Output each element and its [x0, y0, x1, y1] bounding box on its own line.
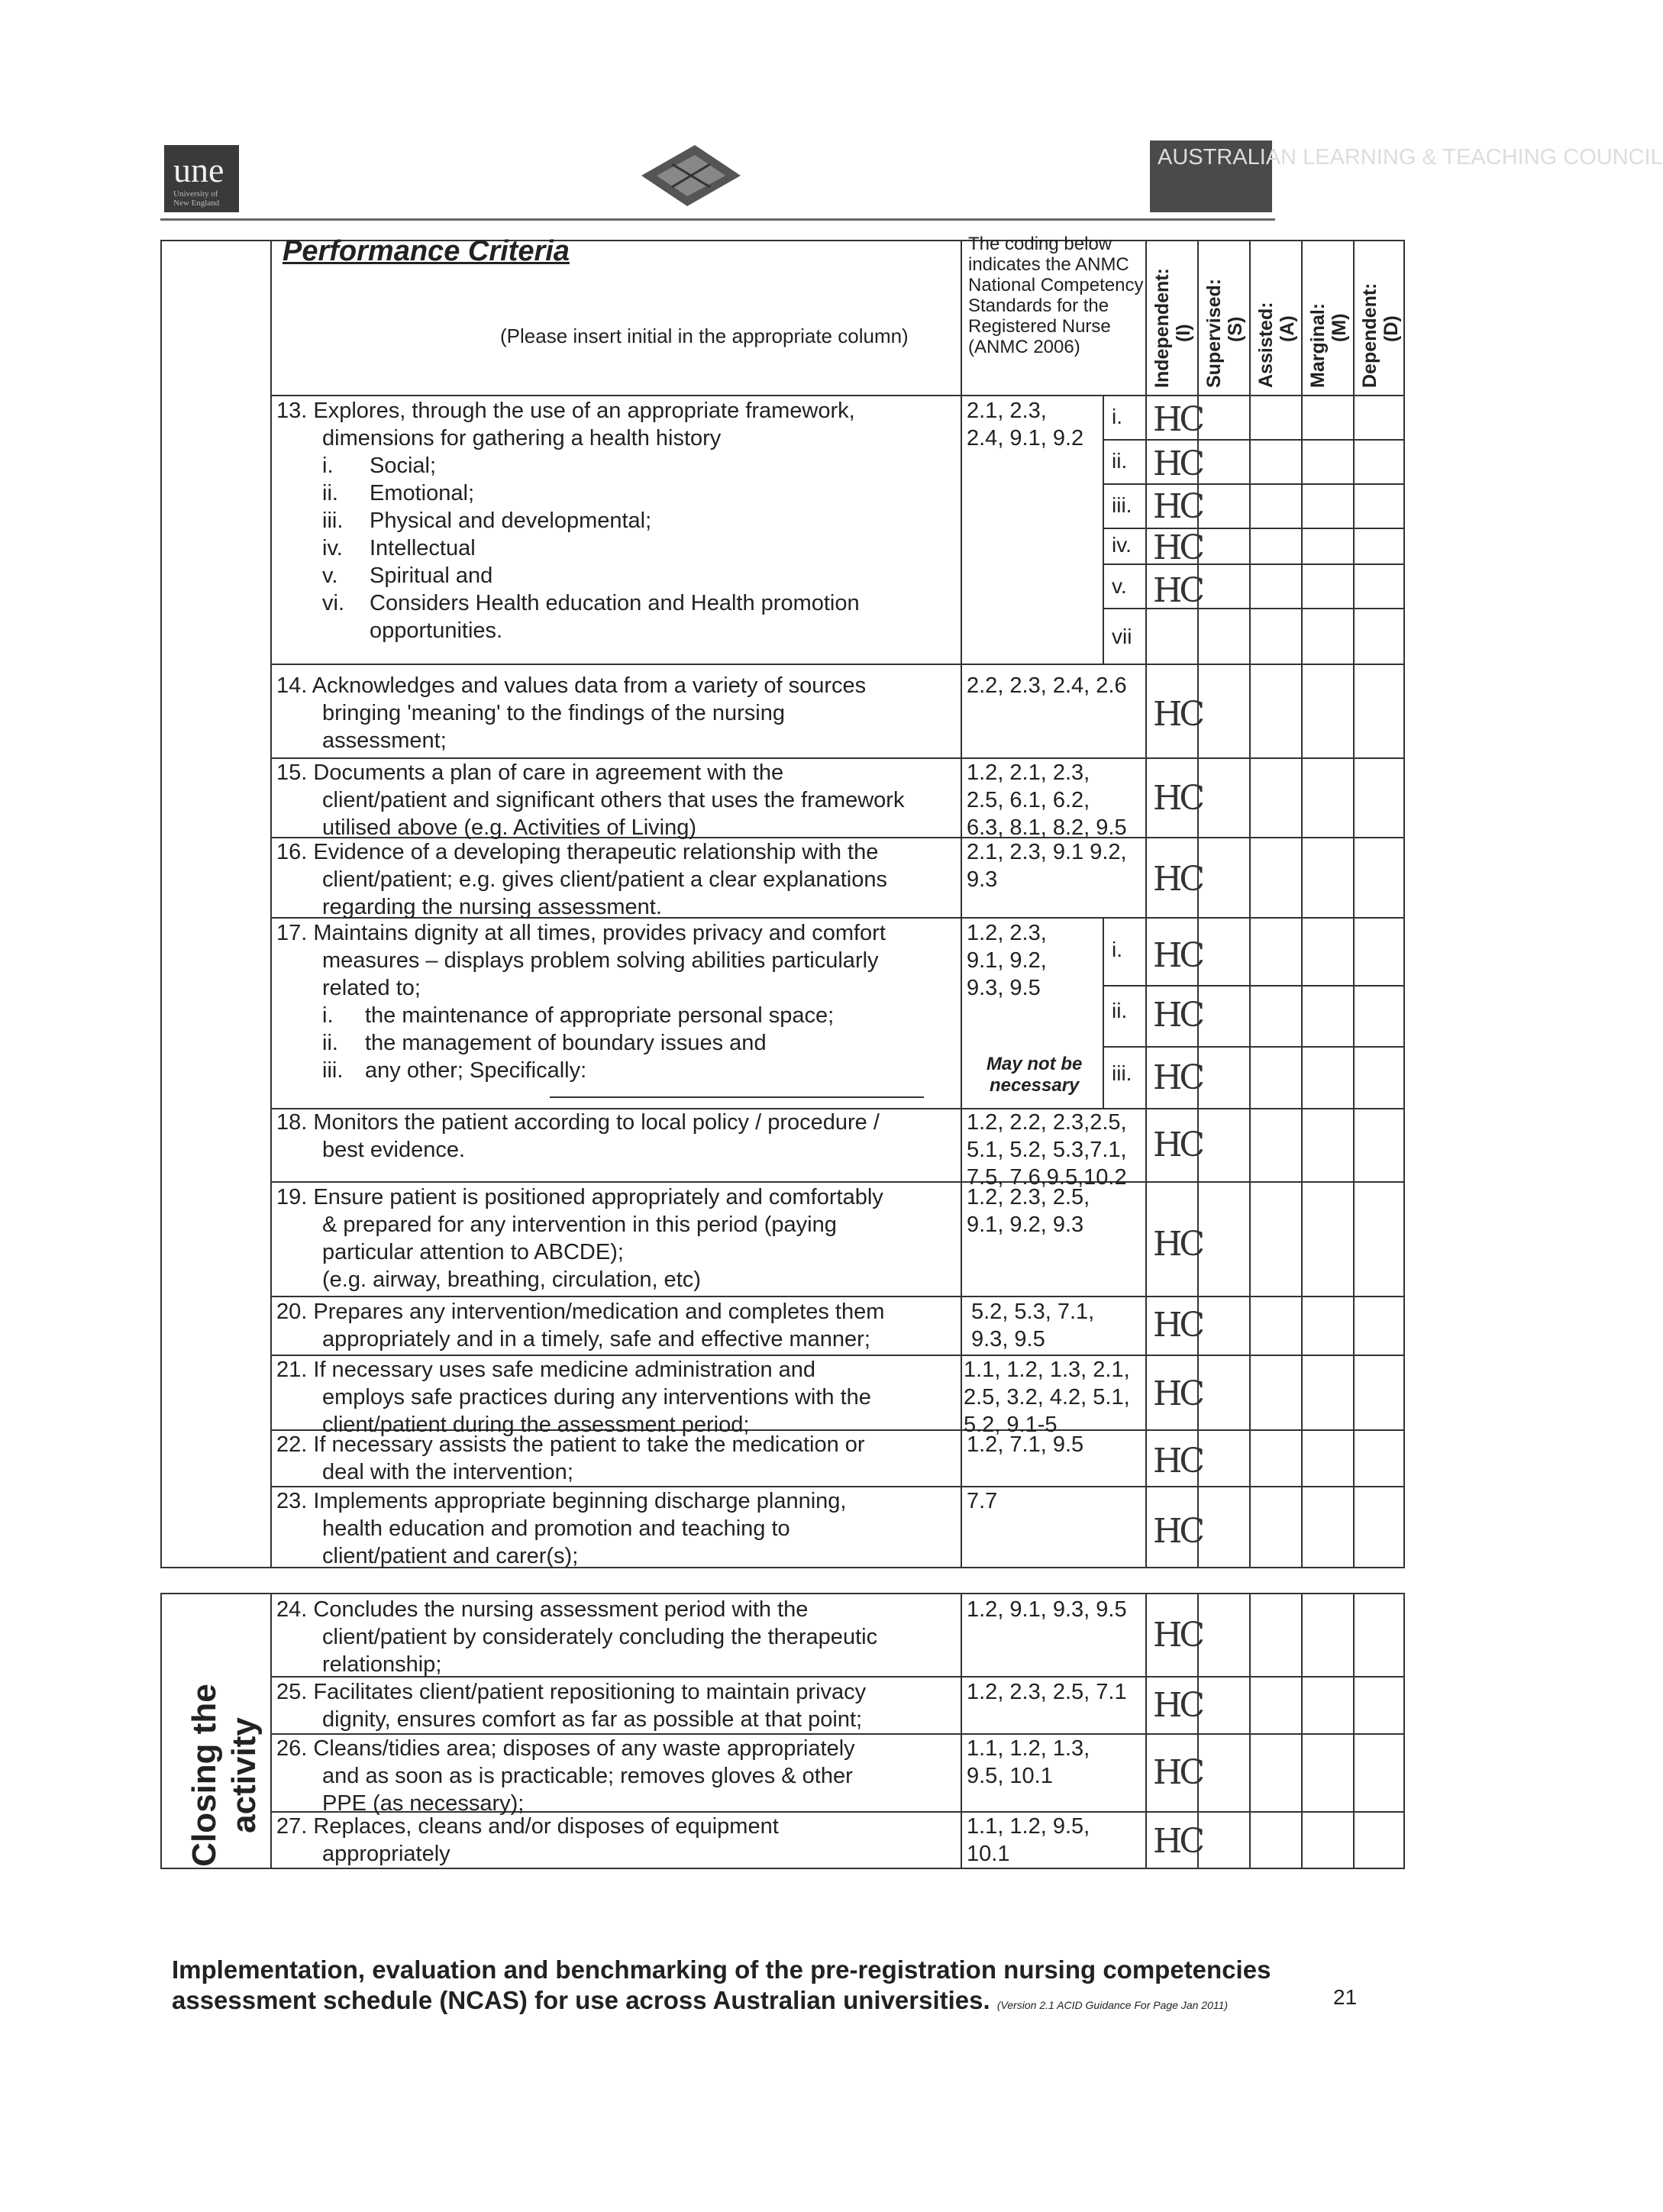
sub-label: v. [1112, 574, 1127, 598]
sub-label: ii. [1112, 449, 1128, 473]
coding-note: The coding below indicates the ANMC National Competency Standards for the Registered Nurse (ANMC 2006) [968, 234, 1144, 357]
criterion-14: 14. Acknowledges and values data from a variety of sources bringing 'meaning' to the findings of the nursing assessment; [276, 673, 867, 753]
sub-label: vii [1112, 625, 1132, 648]
initial-mark: HC [1153, 571, 1203, 610]
initial-mark: HC [1153, 779, 1203, 818]
criterion-21: 21. If necessary uses safe medicine administration and employs safe practices during any interventions with the client/patient during the assessment period; [276, 1358, 871, 1437]
sub-label: iv. [1112, 533, 1132, 557]
standards-25: 1.2, 2.3, 2.5, 7.1 [967, 1680, 1127, 1704]
table-divider [270, 240, 272, 1568]
criterion-16: 16. Evidence of a developing therapeutic relationship with the client/patient; e.g. gives client/patient a clear explanations regarding the nursing assessment. [276, 840, 887, 919]
table-divider [961, 240, 962, 1568]
header-rule [160, 218, 1275, 221]
initial-mark: HC [1153, 1753, 1203, 1792]
footer-line-2: assessment schedule (NCAS) for use across Australian universities. [172, 1986, 990, 2014]
row-line [270, 664, 1405, 665]
initial-mark: HC [1153, 1306, 1203, 1345]
table-divider [270, 1593, 272, 1869]
criterion-20: 20. Prepares any intervention/medication and completes them appropriately and in a timely, safe and effective manner; [276, 1300, 885, 1351]
page-number: 21 [1333, 1985, 1358, 2009]
standards-26: 1.1, 1.2, 1.3, 9.5, 10.1 [967, 1736, 1090, 1788]
row-line [270, 395, 1405, 396]
initial-mark: HC [1153, 1822, 1203, 1861]
initial-mark: HC [1153, 444, 1203, 483]
initial-mark: HC [1153, 1686, 1203, 1725]
standards-24: 1.2, 9.1, 9.3, 9.5 [967, 1597, 1127, 1622]
sub-label: i. [1112, 938, 1122, 961]
sublabel-divider [1103, 395, 1104, 664]
standards-23: 7.7 [967, 1489, 998, 1513]
footer-version: (Version 2.1 ACID Guidance For Page Jan 2011) [996, 1999, 1229, 2011]
standards-16: 2.1, 2.3, 9.1 9.2, 9.3 [967, 840, 1127, 892]
criterion-25: 25. Facilitates client/patient repositioning to maintain privacy dignity, ensures comfort as far as possible at that point; [276, 1680, 867, 1732]
initial-mark: HC [1153, 860, 1203, 899]
column-header-dependent: Dependent: (D) [1359, 283, 1402, 388]
column-header-marginal: Marginal: (M) [1307, 302, 1350, 388]
initial-mark: HC [1153, 1058, 1203, 1097]
initial-mark: HC [1153, 487, 1203, 526]
criterion-24: 24. Concludes the nursing assessment period with the client/patient by considerately concluding the therapeutic relationship; [276, 1597, 878, 1677]
footer-line-1: Implementation, evaluation and benchmarking of the pre-registration nursing competencies [172, 1955, 1271, 1984]
column-header-independent: Independent: (I) [1151, 268, 1194, 388]
subrow-line [1103, 483, 1405, 485]
may-not-be-necessary-note: May not be necessary [986, 1054, 1083, 1096]
sub-label: i. [1112, 405, 1122, 428]
une-logo [164, 145, 239, 212]
altc-logo [1150, 140, 1663, 212]
subrow-line [1103, 1046, 1405, 1048]
logo-subtext: University of New England [173, 189, 220, 208]
standards-21: 1.1, 1.2, 1.3, 2.1, 2.5, 3.2, 4.2, 5.1, 5.2, 9.1-5 [964, 1358, 1130, 1437]
closing-the-activity-label: Closing the activity [186, 1684, 263, 1867]
initial-mark: HC [1153, 936, 1203, 975]
criterion-17: 17. Maintains dignity at all times, provides privacy and comfort measures – displays problem solving abilities particularly related to; i. the maintenance of appropriate personal space; ii. the management of boundary issues and iii. any other; Specifically: [276, 921, 886, 1083]
initial-mark: HC [1153, 1374, 1203, 1413]
criterion-19: 19. Ensure patient is positioned appropriately and comfortably & prepared for any intervention in this period (paying particular attention to ABCDE); (e.g. airway, breathing, circulation, etc) [276, 1185, 883, 1292]
initial-mark: HC [1153, 400, 1203, 439]
criterion-27: 27. Replaces, cleans and/or disposes of equipment appropriately [276, 1814, 779, 1866]
table-divider [1301, 1593, 1303, 1869]
criterion-13: 13. Explores, through the use of an appropriate framework, dimensions for gathering a health history i. Social; ii. Emotional; iii. Physical and developmental; iv. Intellectual v. Spiritual and vi. Considers Health education and Health promotion opportunities. [276, 399, 860, 643]
standards-20: 5.2, 5.3, 7.1, 9.3, 9.5 [971, 1300, 1095, 1351]
row-line [270, 1181, 1405, 1183]
column-header-supervised: Supervised: (S) [1203, 278, 1246, 388]
initial-mark: HC [1153, 1442, 1203, 1481]
standards-22: 1.2, 7.1, 9.5 [967, 1432, 1084, 1457]
column-header-assisted: Assisted: (A) [1255, 302, 1298, 388]
criterion-15: 15. Documents a plan of care in agreement with the client/patient and significant others that uses the framework utilised above (e.g. Activities of Living) [276, 760, 905, 840]
table-divider [1249, 1593, 1251, 1869]
initial-mark: HC [1153, 1225, 1203, 1264]
sublabel-divider [1103, 917, 1104, 1108]
subrow-line [1103, 528, 1405, 529]
standards-27: 1.1, 1.2, 9.5, 10.1 [967, 1814, 1090, 1866]
table-divider [1353, 1593, 1355, 1869]
subrow-line [1103, 985, 1405, 987]
initial-mark: HC [1153, 996, 1203, 1035]
initial-mark: HC [1153, 1125, 1203, 1164]
sub-label: iii. [1112, 1061, 1132, 1085]
row-line [270, 1296, 1405, 1297]
performance-criteria-title: Performance Criteria [283, 235, 570, 267]
sub-label: ii. [1112, 999, 1128, 1022]
altc-logo-text: AUSTRALIAN LEARNING & TEACHING COUNCIL [1158, 145, 1663, 170]
criterion-26: 26. Cleans/tidies area; disposes of any waste appropriately and as soon as is practicable; removes gloves & other PPE (as necessary); [276, 1736, 855, 1816]
subrow-line [1103, 608, 1405, 609]
criterion-18: 18. Monitors the patient according to local policy / procedure / best evidence. [276, 1110, 880, 1162]
initial-mark: HC [1153, 1512, 1203, 1551]
table-divider [961, 1593, 962, 1869]
initial-mark: HC [1153, 1616, 1203, 1655]
diamond-logo-icon [626, 141, 748, 210]
standards-15: 1.2, 2.1, 2.3, 2.5, 6.1, 6.2, 6.3, 8.1, 8.2, 9.5 [967, 760, 1127, 840]
initial-mark: HC [1153, 528, 1203, 567]
standards-13: 2.1, 2.3, 2.4, 9.1, 9.2 [967, 399, 1084, 450]
specify-input-line[interactable] [550, 1096, 924, 1098]
standards-19: 1.2, 2.3, 2.5, 9.1, 9.2, 9.3 [967, 1185, 1090, 1237]
table-divider [1145, 1593, 1147, 1869]
standards-17: 1.2, 2.3, 9.1, 9.2, 9.3, 9.5 [967, 921, 1047, 1000]
subrow-line [1103, 563, 1405, 565]
instruction-text: (Please insert initial in the appropriate column) [500, 325, 909, 347]
sub-label: iii. [1112, 493, 1132, 517]
criterion-22: 22. If necessary assists the patient to take the medication or deal with the intervention; [276, 1432, 865, 1484]
logo-text: une [173, 150, 224, 189]
standards-18: 1.2, 2.2, 2.3,2.5, 5.1, 5.2, 5.3,7.1, 7.5, 7.6,9.5,10.2 [967, 1110, 1127, 1190]
criterion-23: 23. Implements appropriate beginning discharge planning, health education and promotion and teaching to client/patient and carer(s); [276, 1489, 847, 1568]
footer [172, 1955, 1271, 2020]
subrow-line [1103, 439, 1405, 441]
initial-mark: HC [1153, 695, 1203, 734]
standards-14: 2.2, 2.3, 2.4, 2.6 [967, 673, 1127, 698]
